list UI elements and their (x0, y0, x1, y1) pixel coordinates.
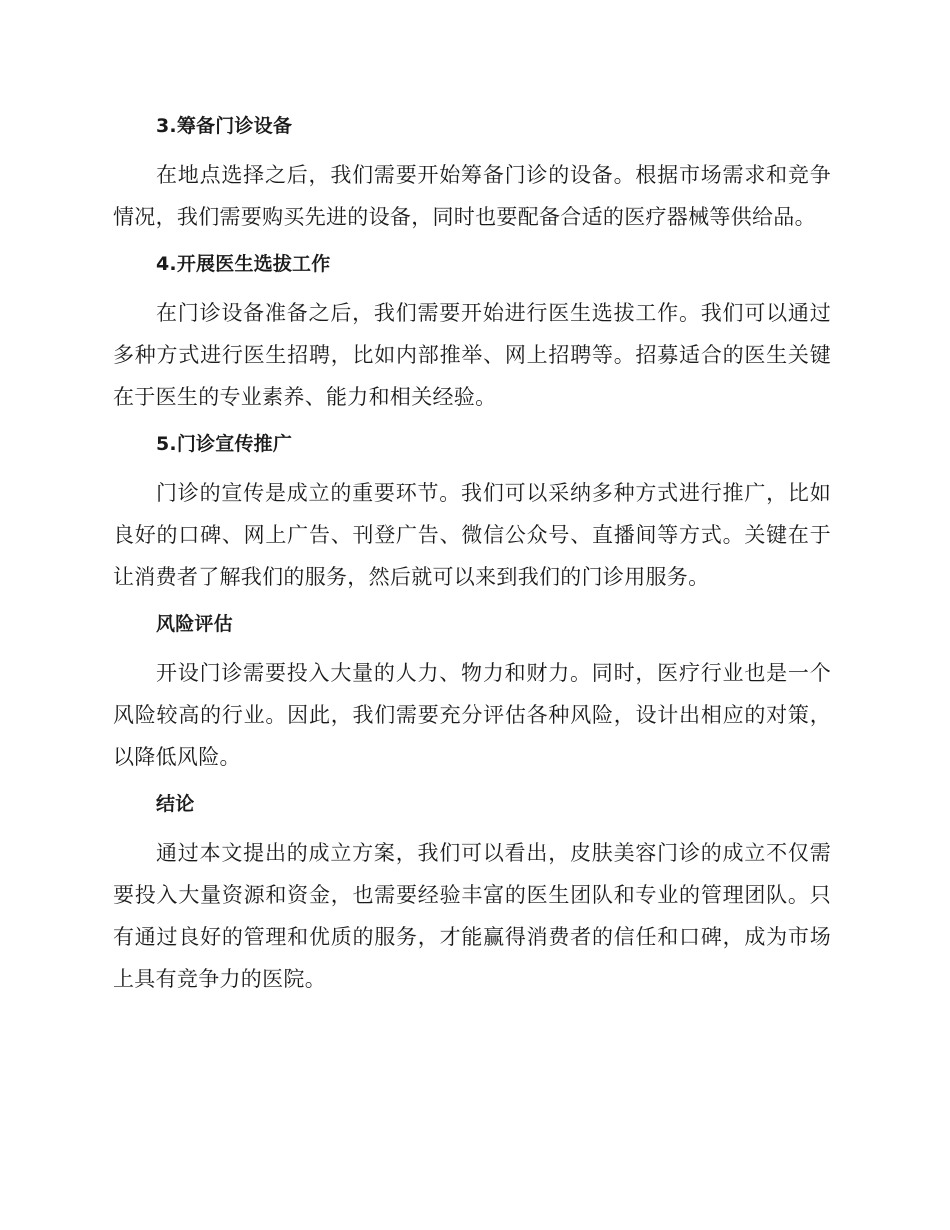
section-paragraph: 开设门诊需要投入大量的人力、物力和财力。同时，医疗行业也是一个风险较高的行业。因此，我们需要充分评估各种风险，设计出相应的对策，以降低风险。 (113, 661, 831, 769)
section-heading: 4.开展医生选拔工作 (156, 253, 331, 275)
section-paragraph: 在门诊设备准备之后，我们需要开始进行医生选拔工作。我们可以通过多种方式进行医生招聘，比如内部推举、网上招聘等。招募适合的医生关键在于医生的专业素养、能力和相关经验。 (113, 301, 831, 409)
section-heading: 5.门诊宣传推广 (156, 433, 293, 455)
section-conclusion (113, 786, 831, 1000)
section-doctor-selection (113, 246, 831, 418)
section-equipment (113, 108, 831, 238)
section-paragraph: 门诊的宣传是成立的重要环节。我们可以采纳多种方式进行推广，比如良好的口碑、网上广告、刊登广告、微信公众号、直播间等方式。关键在于让消费者了解我们的服务，然后就可以来到我们的门诊用服务。 (113, 481, 831, 589)
section-heading: 3.筹备门诊设备 (156, 115, 293, 137)
section-paragraph: 在地点选择之后，我们需要开始筹备门诊的设备。根据市场需求和竞争情况，我们需要购买先进的设备，同时也要配备合适的医疗器械等供给品。 (113, 163, 831, 229)
section-risk-assessment (113, 606, 831, 778)
section-paragraph: 通过本文提出的成立方案，我们可以看出，皮肤美容门诊的成立不仅需要投入大量资源和资金，也需要经验丰富的医生团队和专业的管理团队。只有通过良好的管理和优质的服务，才能赢得消费者的信任和口碑，成为市场上具有竞争力的医院。 (113, 841, 831, 991)
document-page (113, 108, 831, 1008)
section-promotion (113, 426, 831, 598)
section-heading: 结论 (156, 793, 195, 815)
section-heading: 风险评估 (156, 613, 233, 635)
